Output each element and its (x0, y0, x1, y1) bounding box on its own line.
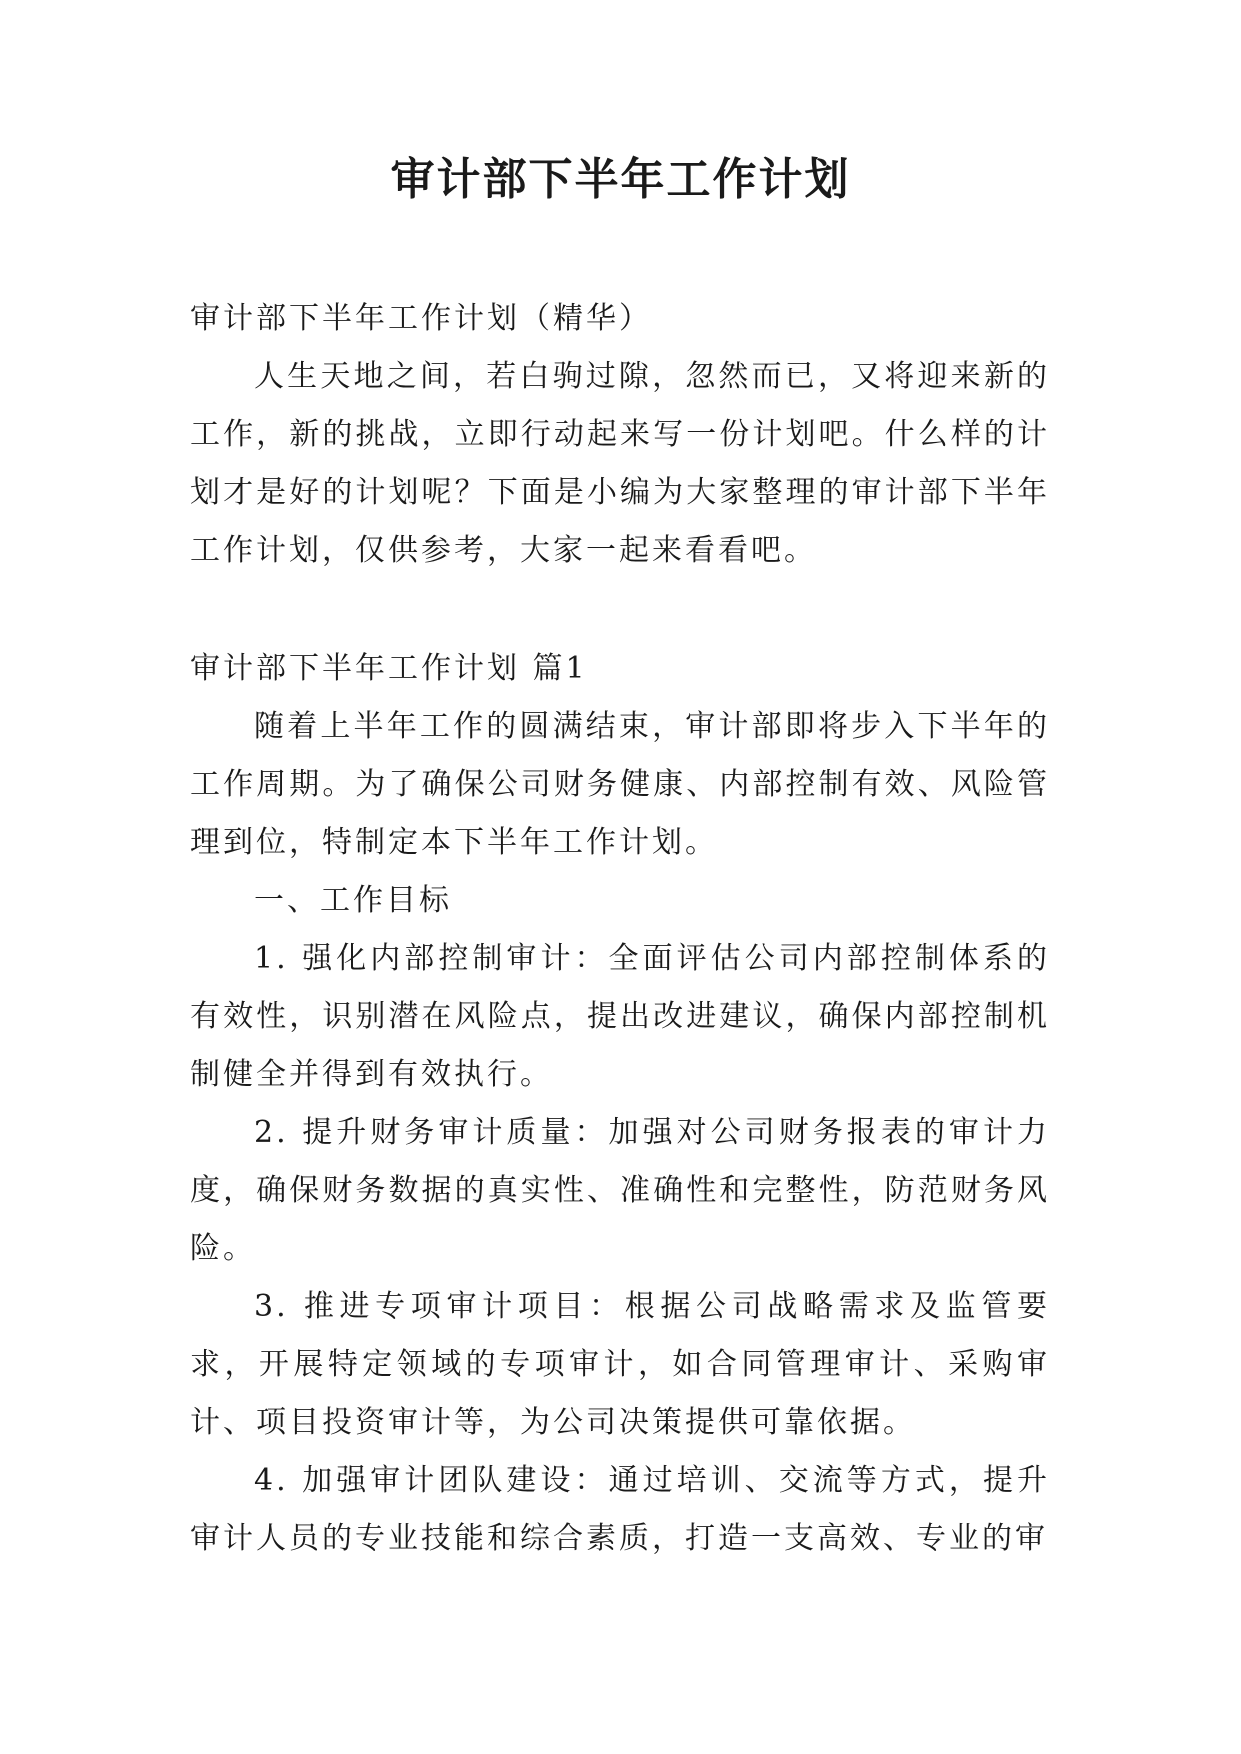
goal-item-3: 3. 推进专项审计项目：根据公司战略需求及监管要求，开展特定领域的专项审计，如合同管理审计、采购审计、项目投资审计等，为公司决策提供可靠依据。 (190, 1289, 1050, 1440)
goal-item-1: 1. 强化内部控制审计：全面评估公司内部控制体系的有效性，识别潜在风险点，提出改进建议，确保内部控制机制健全并得到有效执行。 (190, 941, 1050, 1092)
subtitle: 审计部下半年工作计划（精华） (190, 301, 652, 336)
goal-item-4: 4. 加强审计团队建设：通过培训、交流等方式，提升审计人员的专业技能和综合素质，打造一支高效、专业的审 (190, 1463, 1050, 1556)
intro-paragraph: 人生天地之间，若白驹过隙，忽然而已，又将迎来新的工作，新的挑战，立即行动起来写一份计划吧。什么样的计划才是好的计划呢？下面是小编为大家整理的审计部下半年工作计划，仅供参考，大家一起来看看吧。 (190, 359, 1050, 568)
section-heading: 审计部下半年工作计划 篇1 (190, 651, 588, 686)
part-heading: 一、工作目标 (254, 883, 452, 918)
paragraph-gap (190, 580, 1050, 640)
document-title: 审计部下半年工作计划 (390, 154, 851, 205)
goal-item-2: 2. 提升财务审计质量：加强对公司财务报表的审计力度，确保财务数据的真实性、准确性和完整性，防范财务风险。 (190, 1115, 1050, 1266)
document-body (190, 290, 1050, 1568)
section-intro-paragraph: 随着上半年工作的圆满结束，审计部即将步入下半年的工作周期。为了确保公司财务健康、内部控制有效、风险管理到位，特制定本下半年工作计划。 (190, 709, 1050, 860)
